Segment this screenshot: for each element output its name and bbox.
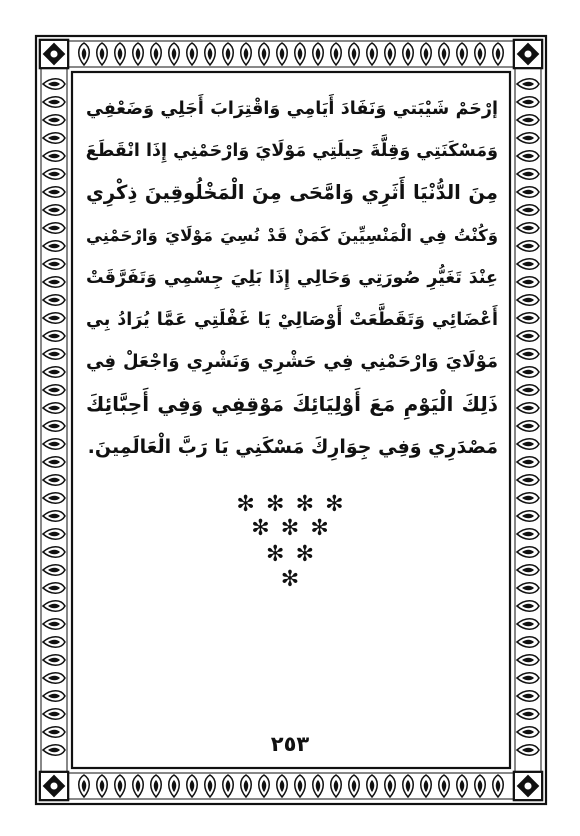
border-ornament-icon [79,43,90,65]
page-body-text [86,88,498,468]
border-ornament-icon [493,775,504,797]
border-ornament-icon [313,775,324,797]
border-ornament-icon [43,277,65,288]
border-ornament-icon [43,655,65,666]
border-ornament-icon [43,637,65,648]
border-ornament-icon [517,673,539,684]
border-ornament-icon [187,43,198,65]
border-ornament-icon [295,775,306,797]
border-ornament-icon [43,151,65,162]
border-ornament-icon [421,43,432,65]
border-ornament-icon [43,115,65,126]
border-ornament-icon [421,775,432,797]
border-ornament-icon [517,79,539,90]
border-ornament-icon [517,241,539,252]
border-ornament-icon [151,775,162,797]
border-ornament-icon [43,403,65,414]
border-ornament-icon [517,403,539,414]
border-ornament-icon [295,43,306,65]
border-ornament-icon [133,775,144,797]
star-icon: ✻ [251,516,270,541]
border-ornament-icon [517,655,539,666]
border-ornament-icon [169,43,180,65]
border-ornament-icon [475,775,486,797]
border-ornament-icon [43,691,65,702]
star-icon: ✻ [280,567,300,592]
border-ornament-icon [169,775,180,797]
border-ornament-icon [43,313,65,324]
border-ornament-icon [517,637,539,648]
border-ornament-icon [43,259,65,270]
border-ornament-icon [43,367,65,378]
text-line: ذَلِكَ الْيَوْمِ مَعَ أَوْلِيَائِكَ مَوْقِفِي وَفِي أَحِبَّائِكَ [86,392,498,417]
text-line: إرْحَمْ شَيْبَتي وَنَفَادَ أَيَامِي وَاقْتِرَابَ أَجَلِي وَضَعْفِي [86,99,498,119]
star-icon: ✻ [295,492,314,517]
border-ornament-icon [43,169,65,180]
star-icon: ✻ [325,492,344,517]
border-ornament-icon [43,295,65,306]
border-ornament-icon [517,295,539,306]
border-ornament-icon [493,43,504,65]
border-ornament-icon [457,775,468,797]
border-ornament-icon [259,775,270,797]
border-ornament-icon [517,457,539,468]
star-icon: ✻ [295,542,314,567]
border-ornament-icon [517,151,539,162]
star-icon: ✻ [310,516,329,541]
border-ornament-icon [331,43,342,65]
border-ornament-icon [517,421,539,432]
border-ornament-icon [259,43,270,65]
border-ornament-icon [457,43,468,65]
border-ornament-icon [367,43,378,65]
star-icon: ✻ [236,492,255,517]
border-ornament-icon [517,439,539,450]
star-icon: ✻ [265,492,285,517]
border-ornament-icon [43,457,65,468]
border-ornament-icon [517,97,539,108]
page-number: ٢٥٣ [270,732,310,756]
border-ornament-icon [79,775,90,797]
border-ornament-icon [349,43,360,65]
border-ornament-icon [517,259,539,270]
star-icon: ✻ [265,542,285,567]
border-ornament-icon [43,223,65,234]
text-line: مَوْلَايَ وَارْحَمْنِي فِي حَشْرِي وَنَشْرِي وَاجْعَلْ فِي [86,351,498,373]
border-ornament-icon [517,331,539,342]
border-ornament-icon [115,775,126,797]
border-ornament-icon [517,223,539,234]
border-ornament-icon [385,43,396,65]
border-ornament-icon [43,673,65,684]
border-ornament-icon [223,43,234,65]
border-ornament-icon [205,775,216,797]
border-ornament-icon [97,43,108,65]
border-ornament-icon [43,97,65,108]
border-ornament-icon [115,43,126,65]
border-ornament-icon [517,349,539,360]
border-ornament-icon [223,775,234,797]
border-ornament-icon [517,187,539,198]
border-ornament-icon [277,775,288,797]
border-ornament-icon [385,775,396,797]
border-ornament-icon [517,601,539,612]
border-ornament-icon [43,619,65,630]
border-ornament-icon [403,775,414,797]
star-row [0,492,580,517]
border-ornament-icon [43,187,65,198]
border-ornament-icon [277,43,288,65]
border-ornament-icon [187,775,198,797]
border-ornament-icon [439,43,450,65]
border-ornament-icon [205,43,216,65]
text-line: عِنْدَ تَغَيُّرِ صُورَتِي وَحَالِي إِذَا بَلِيَ جِسْمِي وَتَفَرَّقَتْ [86,267,498,288]
border-ornament-icon [151,43,162,65]
border-ornament-icon [43,205,65,216]
text-line: وَكُنْتُ فِي الْمَنْسِيِّينَ كَمَنْ قَدْ نُسِيَ مَوْلَايَ وَارْحَمْنِي [86,225,498,245]
border-ornament-icon [133,43,144,65]
border-ornament-icon [43,79,65,90]
border-ornament-icon [241,775,252,797]
border-ornament-icon [517,385,539,396]
border-ornament-icon [517,115,539,126]
star-row [0,567,580,592]
border-ornament-icon [97,775,108,797]
border-ornament-icon [517,133,539,144]
border-ornament-icon [43,331,65,342]
text-line: أَعْضَائِي وَتَقَطَّعَتْ أَوْصَالِيْ يَا غَفْلَتِي عَمَّا يُرَادُ بِي [86,309,498,330]
border-ornament-icon [517,475,539,486]
border-ornament-icon [517,367,539,378]
border-ornament-icon [349,775,360,797]
border-ornament-icon [43,241,65,252]
border-ornament-icon [367,775,378,797]
border-ornament-icon [43,349,65,360]
text-line: مَصْدَرِي وَفِي جِوَارِكَ مَسْكَنِي يَا رَبَّ الْعَالَمِينَ. [87,435,498,458]
border-ornament-icon [43,475,65,486]
border-ornament-icon [517,691,539,702]
border-ornament-icon [517,709,539,720]
border-ornament-icon [517,619,539,630]
border-ornament-icon [43,439,65,450]
text-line: وَمَسْكَنَتِي وَقِلَّةَ حِيلَتِي مَوْلَايَ وَارْحَمْنِي إِذَا انْقَطَعَ [86,141,498,162]
border-ornament-icon [517,277,539,288]
border-ornament-icon [43,709,65,720]
border-ornament-icon [313,43,324,65]
text-line: مِنَ الدُّنْيَا أَثَرِي وَامَّحَى مِنَ الْمَخْلُوقِينَ ذِكْرِي [86,181,498,205]
star-row [0,542,580,567]
star-row [0,516,580,541]
border-ornament-icon [517,313,539,324]
border-ornament-icon [43,601,65,612]
star-icon: ✻ [280,516,300,541]
border-ornament-icon [331,775,342,797]
border-ornament-icon [43,133,65,144]
border-ornament-icon [439,775,450,797]
border-ornament-icon [517,169,539,180]
border-ornament-icon [241,43,252,65]
border-ornament-icon [517,205,539,216]
border-ornament-icon [403,43,414,65]
border-ornament-icon [43,385,65,396]
border-ornament-icon [43,421,65,432]
border-ornament-icon [475,43,486,65]
